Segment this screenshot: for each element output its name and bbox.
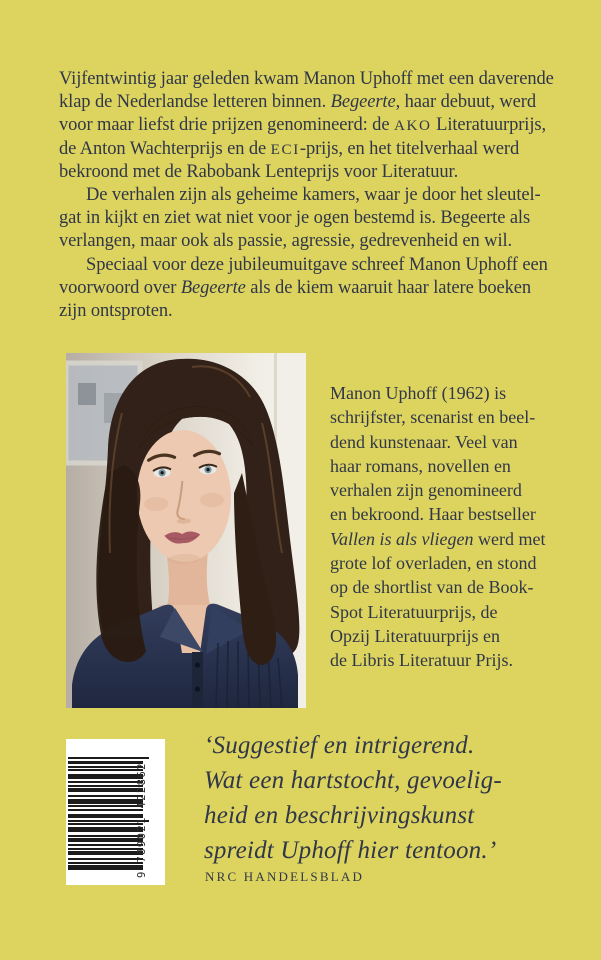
text-line: zijn ontsproten.: [59, 301, 173, 322]
text-line: spreidt Uphoff hier tentoon.’: [204, 837, 497, 864]
barcode-bar: [68, 761, 143, 764]
text-line: klap de Nederlandse letteren binnen. Begeerte, haar debuut, werd: [59, 92, 536, 113]
barcode-number: 9 789021 422862: [136, 762, 148, 878]
text-line: en bekroond. Haar bestseller: [330, 504, 536, 525]
text-line: de Anton Wachterprijs en de ECI-prijs, en het titelverhaal werd: [59, 138, 520, 159]
text-line: De verhalen zijn als geheime kamers, waar je door het sleutel-: [86, 185, 541, 206]
barcode-bar: [68, 827, 143, 832]
text-line: schrijfster, scenarist en beel-: [330, 407, 536, 428]
barcode-bar: [68, 795, 143, 797]
barcode-bar: [68, 766, 143, 768]
author-bio: [330, 381, 545, 673]
barcode-bar: [68, 858, 143, 860]
author-portrait-illustration: [66, 353, 306, 708]
text-line: grote lof overladen, en stond: [330, 553, 537, 574]
text-line: Vallen is als vliegen werd met: [330, 528, 546, 549]
placket: [192, 652, 203, 708]
text-line: Spot Literatuurprijs, de: [330, 601, 498, 622]
press-quote-source: NRC HANDELSBLAD: [205, 869, 365, 884]
author-photo: [66, 353, 306, 708]
barcode-bar: [68, 785, 143, 787]
text-line: ‘Suggestief en intrigerend.: [204, 732, 475, 759]
text-line: Wat een hartstocht, gevoelig-: [204, 767, 502, 794]
barcode-bar: [68, 848, 143, 850]
text-line: heid en beschrijvingskunst: [204, 802, 475, 829]
text-line: de Libris Literatuur Prijs.: [330, 650, 513, 671]
text-line: dend kunstenaar. Veel van: [330, 431, 518, 452]
barcode-bar: [68, 823, 143, 825]
barcode-bar: [68, 788, 143, 792]
barcode-bar: [68, 769, 143, 771]
barcode-bar: [68, 805, 143, 807]
button: [195, 662, 200, 667]
barcode-bar: [68, 851, 143, 855]
barcode: [66, 739, 165, 885]
barcode-bar: [68, 809, 143, 811]
barcode-bar: [68, 835, 143, 837]
barcode-bar: [68, 865, 143, 870]
text-line: gat in kijkt en ziet wat niet voor je ogen bestemd is. Begeerte als: [59, 208, 531, 229]
text-line: Manon Uphoff (1962) is: [330, 383, 507, 403]
text-line: voorwoord over Begeerte als de kiem waaruit haar latere boeken: [59, 277, 532, 298]
barcode-bar: [68, 844, 143, 846]
text-line: haar romans, novellen en: [330, 455, 511, 476]
text-line: verlangen, maar ook als passie, agressie, gedrevenheid en wil.: [59, 231, 513, 252]
text-line: voor maar liefst drie prijzen genomineerd: de AKO Literatuurprijs,: [59, 115, 546, 136]
barcode-bar: [68, 838, 143, 842]
text-line: Opzij Literatuurprijs en: [330, 625, 500, 646]
barcode-bar: [68, 862, 143, 864]
barcode-bar: [68, 757, 149, 759]
text-line: verhalen zijn genomineerd: [330, 480, 522, 501]
button: [195, 686, 200, 691]
text-line: Vijfentwintig jaar geleden kwam Manon Uphoff met een daverende: [59, 69, 554, 89]
barcode-bar: [68, 781, 143, 783]
barcode-bar: [68, 799, 143, 804]
blurb-text: [59, 68, 554, 323]
press-quote: [204, 728, 502, 868]
barcode-bar: [68, 774, 143, 779]
text-line: Speciaal voor deze jubileumuitgave schreef Manon Uphoff een: [86, 254, 548, 275]
barcode-bar: [68, 814, 143, 818]
text-line: bekroond met de Rabobank Lenteprijs voor Literatuur.: [59, 161, 459, 182]
text-line: op de shortlist van de Book-: [330, 577, 534, 598]
